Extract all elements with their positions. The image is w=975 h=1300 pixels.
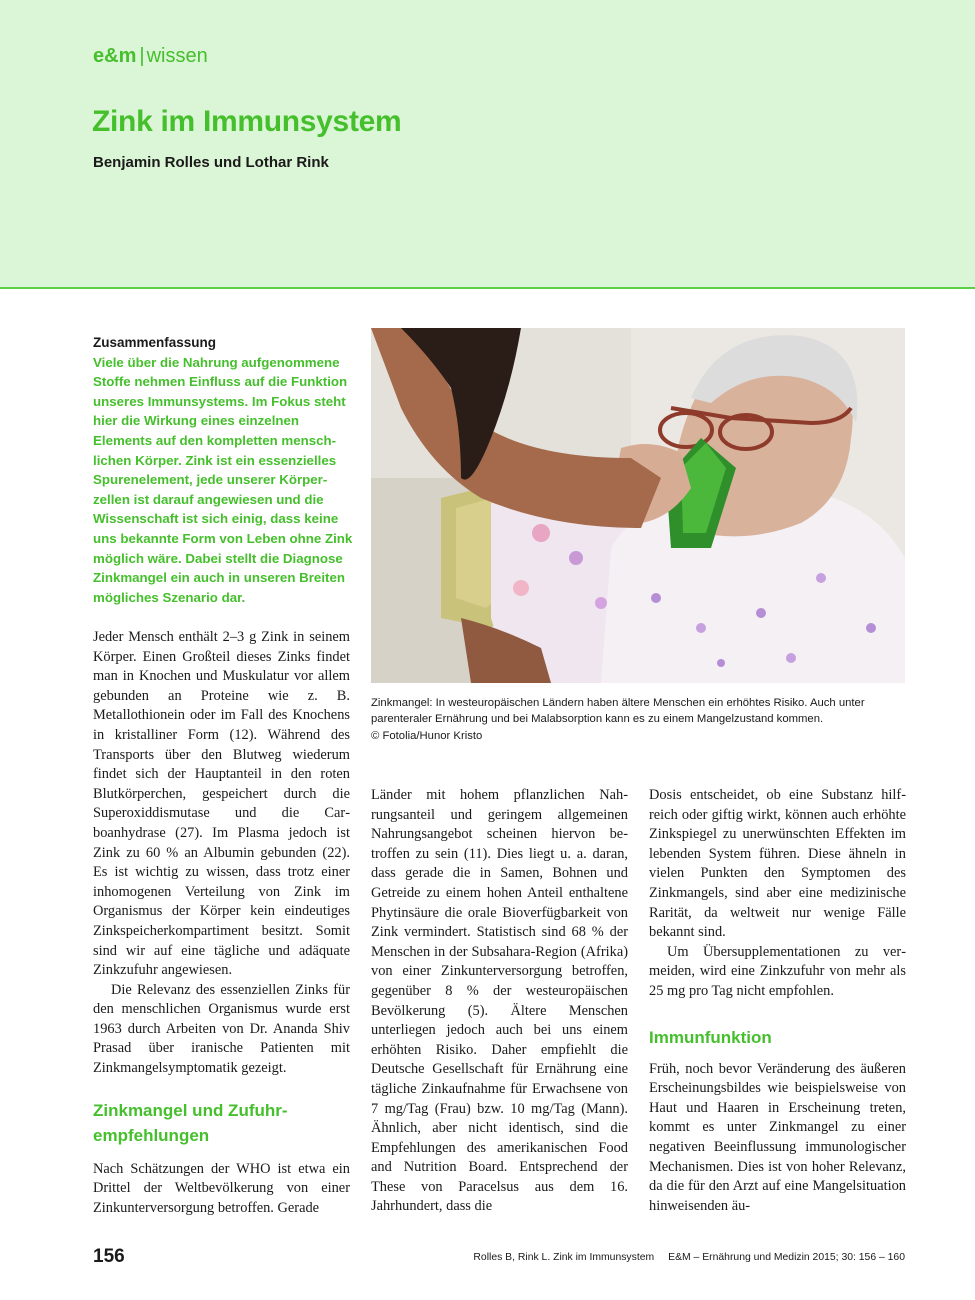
- body-column-1: [93, 628, 350, 1218]
- article-photo: [371, 328, 905, 683]
- journal-brand: [93, 44, 208, 68]
- brand-logo-text: e&m: [93, 45, 137, 67]
- footer-citation: [473, 1251, 905, 1265]
- summary-box: [93, 333, 355, 607]
- brand-separator: |: [139, 45, 145, 67]
- body-column-2: [371, 786, 628, 1217]
- paragraph: Jeder Mensch enthält 2–3 g Zink in seinem Körper. Einen Großteil dieses Zinks findet man in Knochen und Muskulatur vor allem gebunden an Proteine wie z. B. Metallothionein oder im Fall des Knochens in kristalliner Form (12). Während des Transports über den Blutweg wiederum findet sich der Hauptanteil in den roten Blutkörperchen, gespeichert durch die Superoxiddismutase und die Carboanhydrase (27). Im Plasma jedoch ist Zink zu 60 % an Albumin gebunden (22). Es ist wichtig zu wissen, dass trotz einer inhomogenen Verteilung von Zink im Organismus der Körper kein eindeutiges Zinkspeicherkompartiment besitzt. Somit sind wir auf eine tägliche und adäquate Zinkzufuhr angewiesen.: [93, 629, 350, 979]
- body-column-3: [649, 786, 906, 1216]
- figure-caption: [371, 695, 911, 744]
- paragraph: Nach Schätzungen der WHO ist etwa ein Drittel der Weltbevölkerung von einer Zinkunterversorgung betroffen. Gerade: [93, 1160, 350, 1216]
- caption-text: Zinkmangel: In westeuropäischen Ländern haben ältere Menschen ein erhöhtes Risiko. Auch unter parenteraler Ernährung und bei Malabsorption kann es zu einem Mangelzustand kommen.: [371, 697, 865, 726]
- summary-text: Viele über die Nahrung aufgenommene Stoffe nehmen Einfluss auf die Funktion unseres Immunsystems. Im Fokus steht hier die Wirkung eines einzelnen Elements auf den kompletten menschlichen Körper. Zink ist ein essenzielles Spurenelement, jede unserer Körperzellen ist darauf angewiesen und die Wissenschaft ist sich einig, dass keine uns bekannte Form von Leben ohne Zink möglich wäre. Dabei stellt die Diagnose Zinkmangel ein auch in unseren Breiten mögliches Szenario dar.: [93, 354, 353, 605]
- paragraph: Dosis entscheidet, ob eine Substanz hilfreich oder giftig wirkt, können auch erhöhte Zinkspiegel zu unerwünschten Effekten im lebenden System führen. Diese ähneln in vielen Punkten den Symptomen des Zinkmangels, sind aber eine medizinische Rarität, da weltweit nur wenige Fälle bekannt sind.: [649, 787, 906, 941]
- citation-text: Rolles B, Rink L. Zink im Immunsystem: [473, 1252, 655, 1263]
- caption-credit: © Fotolia/Hunor Kristo: [371, 729, 483, 742]
- article-title: Zink im Immunsystem: [92, 105, 402, 138]
- summary-heading: Zusammenfassung: [93, 335, 217, 350]
- section-heading: Zinkmangel und Zufuhrempfehlungen: [93, 1100, 288, 1145]
- paragraph: Früh, noch bevor Veränderung des äußeren Erscheinungsbildes wie beispielsweise von Haut und Haaren in Erscheinung treten, kommt es unter Zinkmangel zu einer negativen Beeinflussung immunologischer Mechanismen. Dies ist von hoher Relevanz, da die für den Arzt auf eine Mangelsituation hinweisenden äu-: [649, 1060, 906, 1214]
- paragraph: Länder mit hohem pflanzlichen Nahrungsanteil und geringem allgemeinen Nahrungsangebot scheinen hiervon betroffen zu sein (11). Dies liegt u. a. daran, dass gerade die in Samen, Bohnen und Getreide zu einem hohen Anteil enthaltene Phytinsäure die orale Bioverfügbarkeit von Zink vermindert. Statistisch sind 68 % der Menschen in der Subsahara-Region (Afrika) von einer Zinkunterversorgung betroffen, gegenüber 8 % der westeuropäischen Bevölkerung (5). Ältere Menschen unterliegen jedoch auch bei uns einem erhöhten Risiko. Daher empfiehlt die Deutsche Gesellschaft für Ernährung eine tägliche Zinkaufnahme für Erwachsene von 7 mg/Tag (Frau) bzw. 10 mg/Tag (Mann). Ähnlich, aber nicht identisch, sind die Empfehlungen des amerikanischen Food and Nutrition Board. Entsprechend der These von Paracelsus aus dem 16. Jahrhundert, dass die: [371, 787, 628, 1215]
- journal-reference: E&M – Ernährung und Medizin 2015; 30: 156 – 160: [668, 1252, 905, 1263]
- section-heading: Immunfunktion: [649, 1027, 772, 1047]
- paragraph: Um Übersupplementationen zu vermeiden, wird eine Zinkzufuhr von mehr als 25 mg pro Tag nicht empfohlen.: [649, 943, 906, 999]
- page-number: 156: [93, 1246, 125, 1267]
- brand-section: wissen: [146, 45, 208, 67]
- article-authors: Benjamin Rolles und Lothar Rink: [93, 154, 329, 171]
- paragraph: Die Relevanz des essenziellen Zinks für den menschlichen Organismus wurde erst 1963 durch Arbeiten von Dr. Ananda Shiv Prasad über iranische Patienten mit Zinkmangelsymptomatik gezeigt.: [93, 981, 350, 1077]
- photo-illustration: [371, 328, 905, 683]
- header-divider: [0, 287, 975, 289]
